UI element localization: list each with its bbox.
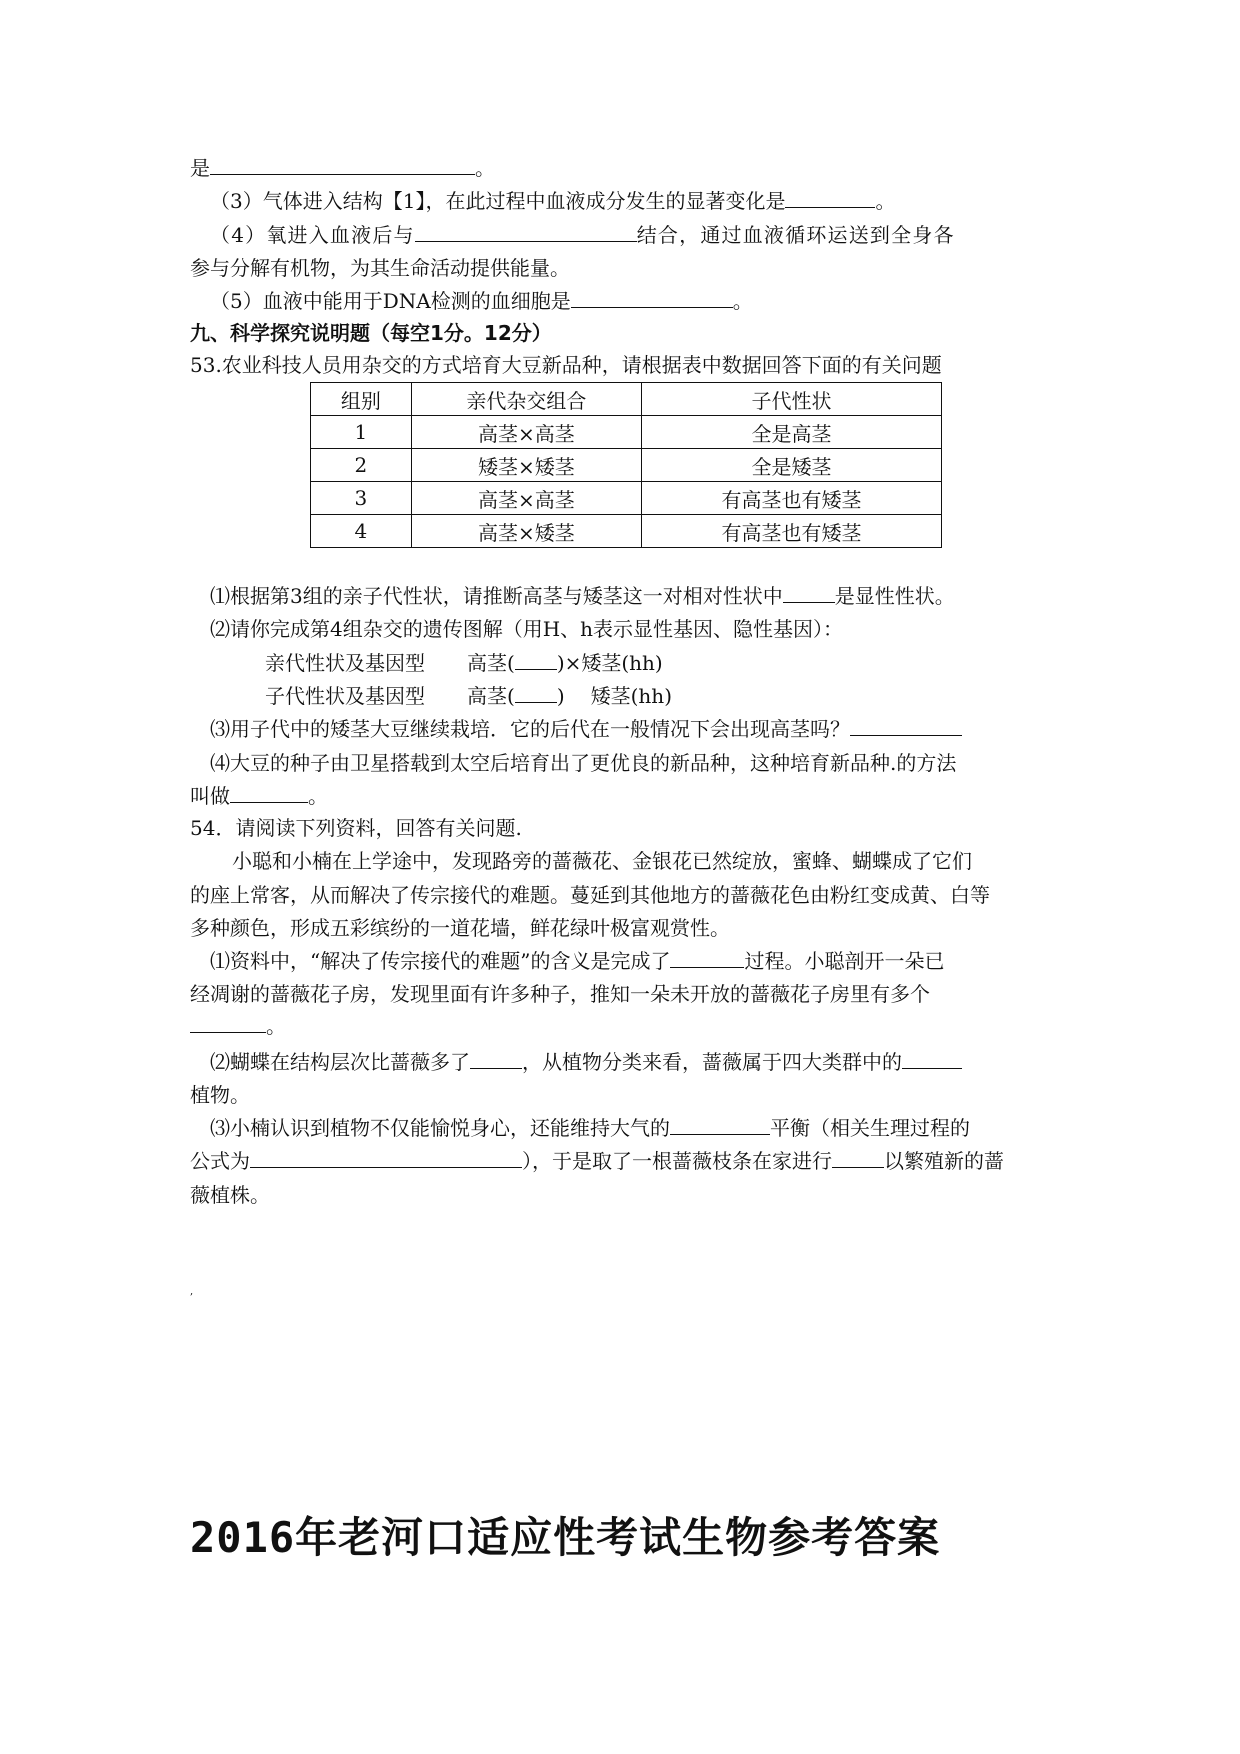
table-cell: 有高茎也有矮茎 bbox=[641, 515, 941, 548]
text: 高茎( bbox=[467, 684, 515, 708]
answer-blank[interactable] bbox=[571, 306, 733, 308]
table-cell: 全是矮茎 bbox=[641, 449, 941, 482]
answer-blank[interactable] bbox=[832, 1166, 884, 1168]
table-cell: 1 bbox=[311, 416, 412, 449]
text: )×矮茎(hh) bbox=[556, 651, 663, 675]
text: ，从植物分类来看，蔷薇属于四大类群中的 bbox=[522, 1050, 902, 1074]
text: ⑶小楠认识到植物不仅能愉悦身心，还能维持大气的 bbox=[210, 1116, 670, 1140]
text: 亲代性状及基因型 bbox=[265, 651, 425, 675]
text: 。 bbox=[475, 156, 495, 180]
genetic-diagram-parent bbox=[265, 648, 1145, 678]
q54-sub-2-cont: 植物。 bbox=[190, 1083, 250, 1107]
answer-key-title: 2016年老河口适应性考试生物参考答案 bbox=[190, 1513, 941, 1562]
text: ⑶用子代中的矮茎大豆继续栽培．它的后代在一般情况下会出现高茎吗？ bbox=[210, 717, 850, 741]
answer-blank[interactable] bbox=[415, 240, 637, 242]
table-row bbox=[311, 515, 942, 548]
text: ⑴根据第3组的亲子代性状，请推断高茎与矮茎这一对相对性状中 bbox=[210, 584, 783, 608]
text: 过程。小聪剖开一朵已 bbox=[744, 949, 945, 973]
text: 叫做 bbox=[190, 784, 230, 808]
text: 是显性性状。 bbox=[834, 584, 955, 608]
table-cell: 高茎×矮茎 bbox=[411, 515, 641, 548]
table-cell: 3 bbox=[311, 482, 412, 515]
table-header-cell: 子代性状 bbox=[641, 383, 941, 416]
text: 公式为 bbox=[190, 1149, 250, 1173]
table-header-cell: 组别 bbox=[311, 383, 412, 416]
answer-blank[interactable] bbox=[515, 668, 557, 670]
text: 矮茎(hh) bbox=[590, 684, 672, 708]
answer-blank[interactable] bbox=[783, 601, 835, 603]
q54-sub-1-cont: 经凋谢的蔷薇花子房，发现里面有许多种子，推知一朵未开放的蔷薇花子房里有多个 bbox=[190, 982, 930, 1006]
question-4-cont: 参与分解有机物，为其生命活动提供能量。 bbox=[190, 256, 570, 280]
table-cell: 4 bbox=[311, 515, 412, 548]
text: 。 bbox=[266, 1014, 286, 1038]
answer-blank[interactable] bbox=[785, 206, 875, 208]
question-54: 54．请阅读下列资料，回答有关问题. bbox=[190, 816, 522, 840]
question-4 bbox=[210, 220, 1070, 250]
question-5 bbox=[210, 286, 1090, 316]
text: ) bbox=[556, 684, 565, 708]
answer-blank[interactable] bbox=[670, 966, 744, 968]
q53-sub-3 bbox=[210, 714, 1090, 744]
text: 。 bbox=[875, 189, 896, 213]
text: ⑵蝴蝶在结构层次比蔷薇多了 bbox=[210, 1050, 470, 1074]
answer-blank[interactable] bbox=[250, 1166, 522, 1168]
table-cell: 有高茎也有矮茎 bbox=[641, 482, 941, 515]
answer-blank[interactable] bbox=[230, 801, 308, 803]
section-heading: 九、科学探究说明题（每空1分。12分） bbox=[190, 321, 552, 345]
question-3 bbox=[210, 186, 1090, 216]
question-53: 53.农业科技人员用杂交的方式培育大豆新品种，请根据表中数据回答下面的有关问题 bbox=[190, 353, 942, 377]
text: 平衡（相关生理过程的 bbox=[770, 1116, 970, 1140]
table-row bbox=[311, 482, 942, 515]
answer-blank[interactable] bbox=[190, 1031, 266, 1033]
answer-blank[interactable] bbox=[210, 173, 475, 175]
table-cell: 2 bbox=[311, 449, 412, 482]
q53-sub-4: ⑷大豆的种子由卫星搭载到太空后培育出了更优良的新品种，这种培育新品种.的方法 bbox=[210, 751, 957, 775]
table-cell: 高茎×高茎 bbox=[411, 416, 641, 449]
text: 是 bbox=[190, 156, 210, 180]
text: 结合，通过血液循环运送到全身各 bbox=[636, 223, 955, 247]
table-row bbox=[311, 416, 942, 449]
passage-line: 多种颜色，形成五彩缤纷的一道花墙，鲜花绿叶极富观赏性。 bbox=[190, 916, 730, 940]
genetic-diagram-offspring bbox=[265, 681, 1145, 711]
text: （4）氧进入血液后与 bbox=[210, 223, 415, 247]
cross-table bbox=[310, 382, 942, 548]
q53-sub-2: ⑵请你完成第4组杂交的遗传图解（用H、h表示显性基因、隐性基因）： bbox=[210, 617, 844, 641]
text: 。 bbox=[732, 289, 753, 313]
stray-mark: , bbox=[190, 1286, 194, 1297]
passage-line: 的座上常客，从而解决了传宗接代的难题。蔓延到其他地方的蔷薇花色由粉红变成黄、白等 bbox=[190, 883, 990, 907]
text: 高茎( bbox=[467, 651, 515, 675]
text: （5）血液中能用于DNA检测的血细胞是 bbox=[210, 289, 571, 313]
line-continuation bbox=[190, 153, 1070, 183]
text: ），于是取了一根蔷薇枝条在家进行 bbox=[522, 1149, 832, 1173]
q53-sub-4-cont bbox=[190, 781, 1070, 811]
q54-sub-3-cont bbox=[190, 1146, 1070, 1176]
answer-blank[interactable] bbox=[515, 701, 557, 703]
text: ⑴资料中，“解决了传宗接代的难题”的含义是完成了 bbox=[210, 949, 671, 973]
text: 子代性状及基因型 bbox=[265, 684, 425, 708]
q54-sub-1-blank bbox=[190, 1011, 1070, 1041]
table-cell: 全是高茎 bbox=[641, 416, 941, 449]
table-cell: 高茎×高茎 bbox=[411, 482, 641, 515]
answer-blank[interactable] bbox=[850, 734, 962, 736]
q54-sub-3-end: 薇植株。 bbox=[190, 1183, 270, 1207]
text: （3）气体进入结构【1】，在此过程中血液成分发生的显著变化是 bbox=[210, 189, 786, 213]
q53-sub-1 bbox=[210, 581, 1090, 611]
q54-sub-1 bbox=[210, 946, 1070, 976]
passage-line: 小聪和小楠在上学途中，发现路旁的蔷薇花、金银花已然绽放，蜜蜂、蝴蝶成了它们 bbox=[232, 849, 972, 873]
table-header-cell: 亲代杂交组合 bbox=[411, 383, 641, 416]
q54-sub-3 bbox=[210, 1113, 1070, 1143]
q54-sub-2 bbox=[210, 1047, 1070, 1077]
text: 以繁殖新的蔷 bbox=[884, 1149, 1004, 1173]
table-row bbox=[311, 449, 942, 482]
table-cell: 矮茎×矮茎 bbox=[411, 449, 641, 482]
text: 。 bbox=[308, 784, 328, 808]
answer-blank[interactable] bbox=[902, 1067, 962, 1069]
answer-blank[interactable] bbox=[470, 1067, 522, 1069]
answer-blank[interactable] bbox=[670, 1133, 770, 1135]
table-header bbox=[311, 383, 942, 416]
